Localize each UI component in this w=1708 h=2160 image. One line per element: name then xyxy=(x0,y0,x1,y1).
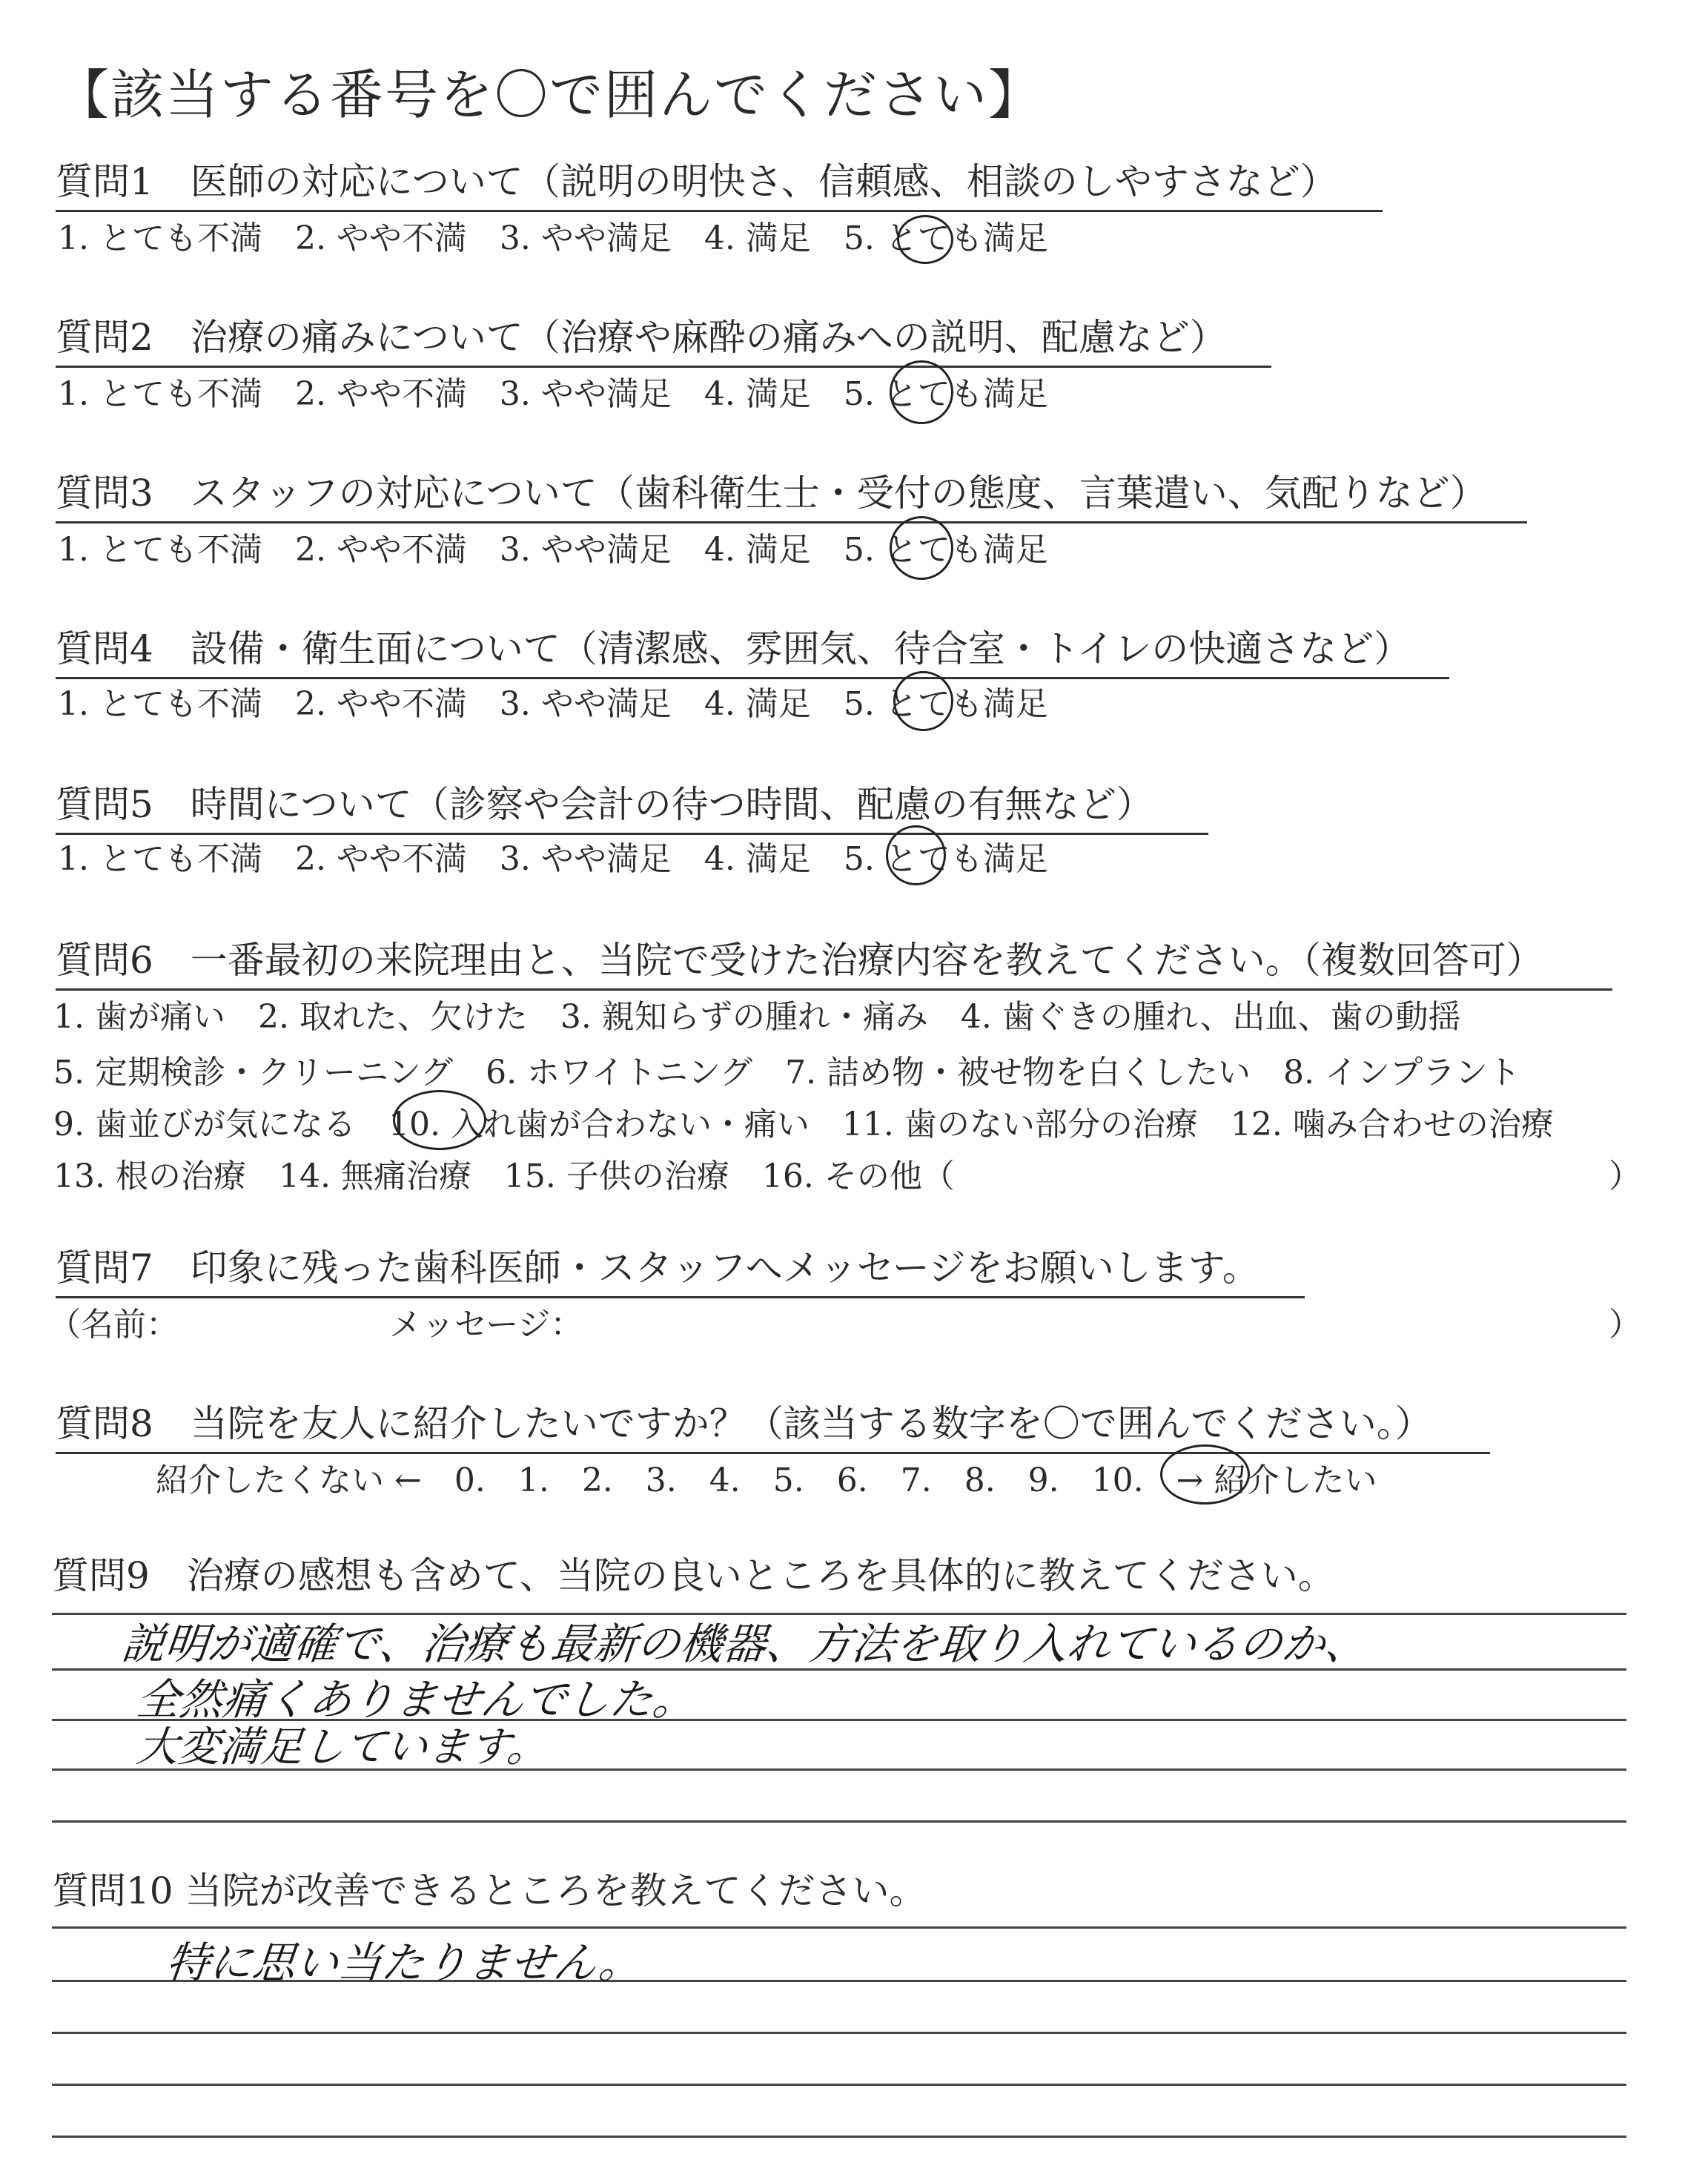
question-6-options-line-2[interactable]: 5. 定期検診・クリーニング 6. ホワイトニング 7. 詰め物・被せ物を白くしたい 8. インプラント xyxy=(53,1054,1521,1091)
question-4-options[interactable]: 1. とても不満 2. やや不満 3. やや満足 4. 満足 5. とても満足 xyxy=(58,685,1048,723)
message-label: メッセージ： xyxy=(389,1306,583,1344)
question-7-heading: 質問7 印象に残った歯科医師・スタッフへメッセージをお願いします。 xyxy=(56,1238,1305,1298)
handwritten-answer-line-3: 大変満足しています。 xyxy=(134,1723,552,1771)
handwritten-answer-line-1: 特に思い当たりません。 xyxy=(163,1938,645,1988)
answer-circle xyxy=(893,671,953,731)
question-5-heading: 質問5 時間について（診察や会計の待つ時間、配慮の有無など） xyxy=(56,775,1208,835)
question-8-heading: 質問8 当院を友人に紹介したいですか？（該当する数字を〇で囲んでください。） xyxy=(56,1394,1490,1454)
page-title: 【該当する番号を〇で囲んでください】 xyxy=(56,64,1044,126)
question-5-options[interactable]: 1. とても不満 2. やや不満 3. やや満足 4. 満足 5. とても満足 xyxy=(58,840,1048,878)
question-6-heading: 質問6 一番最初の来院理由と、当院で受けた治療内容を教えてください。（複数回答可） xyxy=(56,931,1612,991)
question-6-options-line-1[interactable]: 1. 歯が痛い 2. 取れた、欠けた 3. 親知らずの腫れ・痛み 4. 歯ぐきの腫れ、出血、歯の動揺 xyxy=(53,998,1461,1036)
question-6-options-line-4[interactable]: 13. 根の治療 14. 無痛治療 15. 子供の治療 16. その他（ xyxy=(53,1157,955,1195)
answer-circle xyxy=(886,825,946,885)
question-10-heading: 質問10 当院が改善できるところを教えてください。 xyxy=(52,1869,927,1912)
answer-circle xyxy=(393,1090,486,1150)
question-6-options-line-3[interactable]: 9. 歯並びが気になる 10. 入れ歯が合わない・痛い 11. 歯のない部分の治療 12. 噛み合わせの治療 xyxy=(53,1106,1554,1143)
question-1-heading: 質問1 医師の対応について（説明の明快さ、信頼感、相談のしやすさなど） xyxy=(56,152,1383,212)
answer-circle xyxy=(890,360,953,424)
question-9-heading: 質問9 治療の感想も含めて、当院の良いところを具体的に教えてください。 xyxy=(52,1554,1335,1597)
close-paren: ） xyxy=(1609,1157,1641,1195)
handwritten-answer-line-2: 全然痛くありませんでした。 xyxy=(133,1674,699,1725)
answer-line xyxy=(52,2136,1626,2138)
question-4-heading: 質問4 設備・衛生面について（清潔感、雰囲気、待合室・トイレの快適さなど） xyxy=(56,619,1449,679)
question-8-scale[interactable]: 紹介したくない ← 0. 1. 2. 3. 4. 5. 6. 7. 8. 9. 10. → 紹介したい xyxy=(156,1462,1377,1499)
answer-circle xyxy=(897,215,953,264)
question-2-heading: 質問2 治療の痛みについて（治療や麻酔の痛みへの説明、配慮など） xyxy=(56,308,1271,368)
question-3-options[interactable]: 1. とても不満 2. やや不満 3. やや満足 4. 満足 5. とても満足 xyxy=(58,531,1048,569)
answer-line xyxy=(52,1820,1626,1823)
answer-circle xyxy=(890,516,953,580)
question-2-options[interactable]: 1. とても不満 2. やや不満 3. やや満足 4. 満足 5. とても満足 xyxy=(58,375,1048,413)
answer-line xyxy=(52,2032,1626,2034)
question-3-heading: 質問3 スタッフの対応について（歯科衛生士・受付の態度、言葉遣い、気配りなど） xyxy=(56,463,1527,524)
handwritten-answer-line-1: 説明が適確で、治療も最新の機器、方法を取り入れているのか、 xyxy=(119,1619,1371,1669)
close-paren: ） xyxy=(1609,1306,1641,1344)
answer-line xyxy=(52,2084,1626,2086)
answer-circle xyxy=(1160,1444,1250,1505)
question-1-options[interactable]: 1. とても不満 2. やや不満 3. やや満足 4. 満足 5. とても満足 xyxy=(58,219,1048,257)
name-label: （名前： xyxy=(48,1306,179,1344)
